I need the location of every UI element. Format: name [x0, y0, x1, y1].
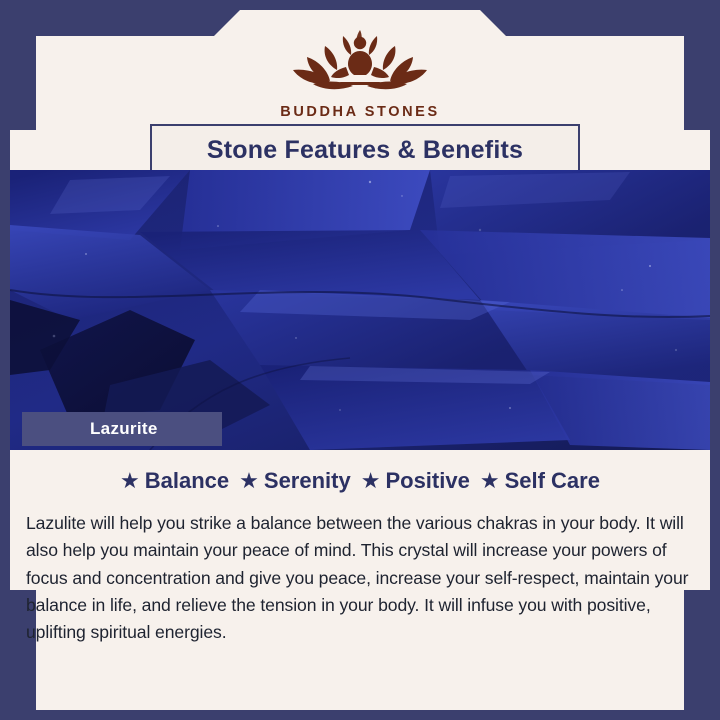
benefit-item: [361, 468, 470, 494]
stone-name-badge: [22, 412, 222, 446]
benefit-label: Balance: [144, 468, 230, 493]
stone-name-label: Lazurite: [90, 419, 158, 438]
benefit-item: [239, 468, 351, 494]
star-icon: ★: [479, 468, 500, 493]
brand-name: BUDDHA STONES: [280, 104, 440, 120]
star-icon: ★: [239, 468, 259, 493]
lotus-buddha-icon: [285, 26, 435, 100]
lazurite-stone-illustration: [10, 170, 710, 450]
benefit-item: [120, 468, 229, 494]
star-icon: ★: [360, 468, 381, 493]
title-banner: [150, 124, 580, 174]
brand-block: [10, 26, 710, 120]
benefit-label: Self Care: [504, 468, 600, 493]
benefit-label: Positive: [385, 468, 470, 493]
page-title: Stone Features & Benefits: [206, 135, 524, 164]
benefit-label: Serenity: [263, 468, 351, 493]
benefits-row: [10, 468, 710, 494]
bottom-strip: [36, 684, 684, 710]
star-icon: ★: [120, 468, 140, 493]
benefit-item: [480, 468, 600, 494]
stone-description: Lazulite will help you strike a balance between the various chakras in your body. It will also help you maintain your peace of mind. This crystal will increase your powers of focus and concentration and give you peace, increase your self-respect, maintain your balance in life, and relieve the tension in your body. It will infuse you with positive, uplifting spiritual energies.: [26, 513, 689, 643]
stone-photo: [10, 170, 710, 450]
card-page: [10, 10, 710, 710]
